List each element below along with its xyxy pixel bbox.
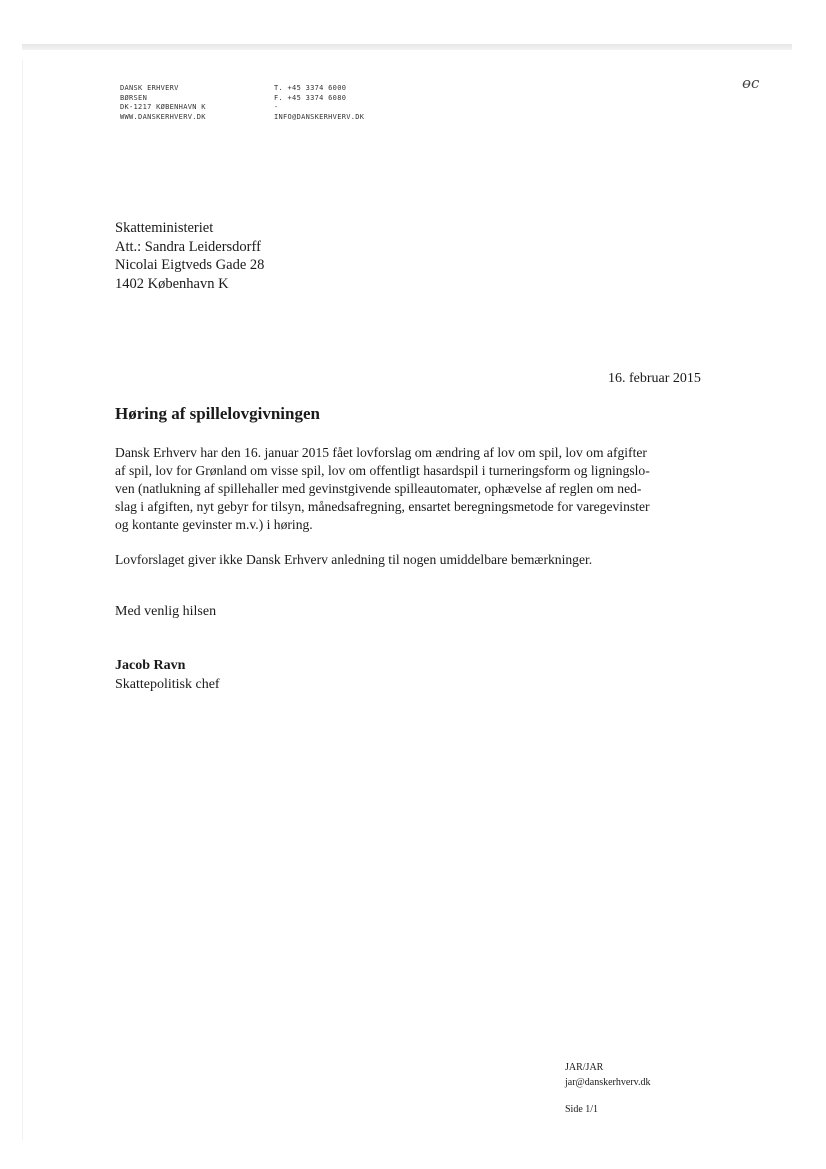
letterhead-building: BØRSEN [120, 93, 148, 102]
letter-date: 16. februar 2015 [608, 371, 701, 386]
footer-page-number: Side 1/1 [565, 1104, 599, 1115]
closing-greeting: Med venlig hilsen [115, 604, 217, 619]
letterhead-fax: F. +45 3374 6080 [274, 93, 347, 102]
footer-email: jar@danskerhverv.dk [565, 1077, 651, 1088]
signature-title: Skattepolitisk chef [115, 677, 220, 692]
letterhead-email: INFO@DANSKERHVERV.DK [274, 112, 365, 121]
letterhead-website: WWW.DANSKERHVERV.DK [120, 112, 206, 121]
handwritten-mark: ɵc [742, 74, 760, 92]
footer [565, 1060, 650, 1117]
body-paragraph-2: Lovforslaget giver ikke Dansk Erhverv anledning til nogen umiddelbare bemærkninger. [115, 552, 593, 567]
recipient-street: Nicolai Eigtveds Gade 28 [115, 257, 265, 273]
letterhead-city: DK-1217 KØBENHAVN K [120, 103, 206, 111]
signature-name: Jacob Ravn [115, 658, 186, 673]
letterhead-org: DANSK ERHVERV [120, 84, 179, 92]
recipient-org: Skatteministeriet [115, 220, 214, 236]
letterhead-address [120, 84, 206, 122]
body-line: slag i afgiften, nyt gebyr for tilsyn, månedsafregning, ensartet beregningsmetode for varegevinster [115, 499, 650, 514]
letterhead-contact [274, 84, 364, 122]
body-line: af spil, lov for Grønland om visse spil, lov om offentligt hasardspil i turneringsform og ligningslo- [115, 463, 650, 478]
scan-artifact [22, 44, 792, 50]
body-line: Dansk Erhverv har den 16. januar 2015 fået lovforslag om ændring af lov om spil, lov om afgifter [115, 445, 647, 460]
recipient-attention: Att.: Sandra Leidersdorff [115, 238, 261, 255]
letterhead-dash: - [274, 103, 279, 111]
body-line: ven (natlukning af spillehaller med gevinstgivende spilleautomater, ophævelse af reglen om ned- [115, 481, 642, 496]
recipient-city: 1402 København K [115, 275, 229, 292]
recipient-address [115, 219, 264, 293]
body-paragraph-1 [115, 444, 715, 534]
letter-subject: Høring af spillelovgivningen [115, 404, 320, 423]
scan-edge [22, 60, 23, 1140]
letterhead-phone: T. +45 3374 6000 [274, 84, 347, 92]
body-line: og kontante gevinster m.v.) i høring. [115, 517, 313, 532]
footer-reference: JAR/JAR [565, 1062, 604, 1073]
